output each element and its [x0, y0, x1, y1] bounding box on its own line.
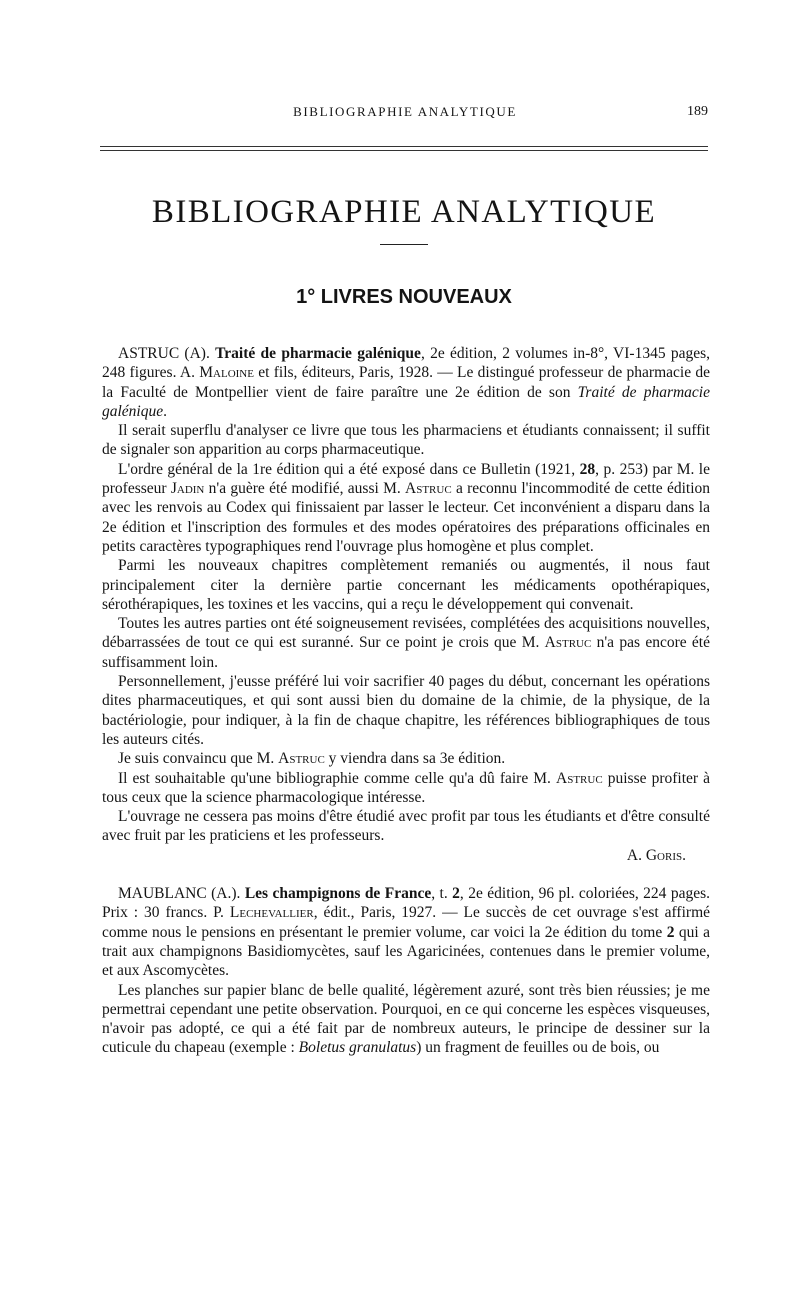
- review-author: MAUBLANC (A.).: [118, 885, 241, 903]
- text-run: , édit., Paris, 1927. — Le succès de cet ouvrage s'est affirmé comme nous le pensions en présentant le premier volume, car voici la 2e édition du tome: [102, 904, 710, 941]
- text-run: Je suis convaincu que M.: [118, 750, 279, 768]
- text-run: , p. 253) par M. le professeur: [102, 460, 710, 498]
- paragraph: [102, 981, 710, 1058]
- volume-number: 2: [452, 885, 460, 903]
- volume-number: 28: [579, 460, 596, 478]
- text-run: y viendra dans sa 3e édition.: [324, 750, 506, 768]
- person-name: Astruc: [278, 750, 325, 768]
- review-book-title: Traité de pharmacie galénique: [215, 345, 421, 362]
- paragraph: Il serait superflu d'analyser ce livre que tous les pharmaciens et étudiants connaissent; il suffit de signaler son apparition au corps pharmaceutique.: [102, 422, 710, 459]
- paragraph: [102, 460, 710, 556]
- text-run: ) un fragment de feuilles ou de bois, ou: [416, 1039, 660, 1057]
- volume-number: 2: [666, 923, 675, 941]
- review-details: .: [163, 402, 167, 420]
- review-author: ASTRUC (A).: [118, 345, 210, 362]
- reviewer-signature: A. Goris.: [626, 846, 686, 864]
- paragraph: L'ouvrage ne cessera pas moins d'être étudié avec profit par tous les étudiants et d'être consulté avec fruit par les praticiens et les professeurs.: [102, 808, 710, 845]
- paragraph: [102, 614, 710, 672]
- review-maublanc-intro: [102, 884, 710, 980]
- paragraph: Personnellement, j'eusse préféré lui voir sacrifier 40 pages du début, concernant les opérations dites pharmaceutiques, et qui sont aussi bien du domaine de la chimie, de la physique, de la bactériologie, pour indiquer, à la fin de chaque chapitre, les références bibliographiques de tous les auteurs cités.: [102, 673, 710, 748]
- paragraph: [102, 769, 710, 808]
- text-run: Il est souhaitable qu'une bibliographie comme celle qu'a dû faire M.: [118, 769, 557, 787]
- text-run: Les planches sur papier blanc de belle qualité, légèrement azuré, sont très bien réussies; je me permettrai cependant une petite observation. Pourquoi, en ce qui concerne les espèces visqueuses, n'avoir pas adopté, ce qui a été fait par de nombreux auteurs, le principe de dessiner sur la cuticule du chapeau (exemple :: [102, 981, 710, 1057]
- spacer: [102, 865, 710, 884]
- text-run: L'ordre général de la 1re édition qui a été exposé dans ce Bulletin (1921,: [118, 460, 580, 478]
- running-title: BIBLIOGRAPHIE ANALYTIQUE: [293, 104, 517, 119]
- review-astruc-intro: [102, 344, 710, 421]
- article-body: [102, 344, 710, 1058]
- person-name: Astruc: [544, 634, 592, 652]
- text-run: , t.: [431, 885, 453, 903]
- section-title: 1° LIVRES NOUVEAUX: [296, 286, 512, 308]
- publisher-name: Lechevallier: [229, 904, 314, 922]
- text-run: n'a pas encore été suffisamment loin.: [102, 634, 710, 671]
- page-header: [100, 104, 710, 124]
- page-title: BIBLIOGRAPHIE ANALYTIQUE: [151, 194, 657, 230]
- text-run: Toutes les autres parties ont été soigneusement revisées, complétées des acquisitions nouvelles, débarrassées de tout ce qui est suranné. Sur ce point je crois que M.: [102, 615, 710, 652]
- person-name: Jadin: [170, 480, 205, 498]
- publisher-name: Maloine: [199, 364, 254, 382]
- species-name: Boletus granulatus: [298, 1039, 417, 1057]
- paragraph: [102, 749, 710, 768]
- header-rule: [100, 146, 708, 151]
- text-run: qui a trait aux champignons Basidiomycètes, sauf les Agaricinées, contenues dans le premier volume, et aux Ascomycètes.: [102, 923, 710, 980]
- review-details: et fils, éditeurs, Paris, 1928. — Le distingué professeur de pharmacie de la Faculté de Montpellier vient de faire paraître une 2e édition de son: [102, 364, 710, 401]
- text-run: a reconnu l'incommodité de cette édition avec les renvois au Codex qui finissaient par lasser le lecteur. Cet inconvénient a disparu dans la 2e édition et l'inscription des formules et des modes opératoires des préparations officinales en petits caractères typographiques rend l'ouvrage plus homogène et plus complet.: [102, 480, 710, 555]
- person-name: Astruc: [405, 480, 452, 498]
- text-run: n'a guère été modifié, aussi M.: [204, 480, 406, 498]
- text-run: puisse profiter à tous ceux que la science pharmacologique intéresse.: [102, 769, 711, 806]
- person-name: Astruc: [556, 769, 603, 787]
- review-details: , 2e édition, 2 volumes in-8°, VI-1345 pages, 248 figures. A.: [102, 345, 711, 382]
- review-book-title: Les champignons de France: [244, 885, 432, 903]
- text-run: , 2e édition, 96 pl. coloriées, 224 pages. Prix : 30 francs. P.: [102, 885, 711, 922]
- page-number: 189: [687, 104, 708, 119]
- title-rule: [380, 244, 428, 245]
- paragraph: Parmi les nouveaux chapitres complètement remaniés ou augmentés, il nous faut principalement citer la dernière partie concernant les médicaments opothérapiques, sérothérapiques, les toxines et les vaccins, qui a reçu le développement qui convenait.: [102, 557, 710, 613]
- book-title-italic: Traité de pharmacie galénique: [102, 383, 710, 420]
